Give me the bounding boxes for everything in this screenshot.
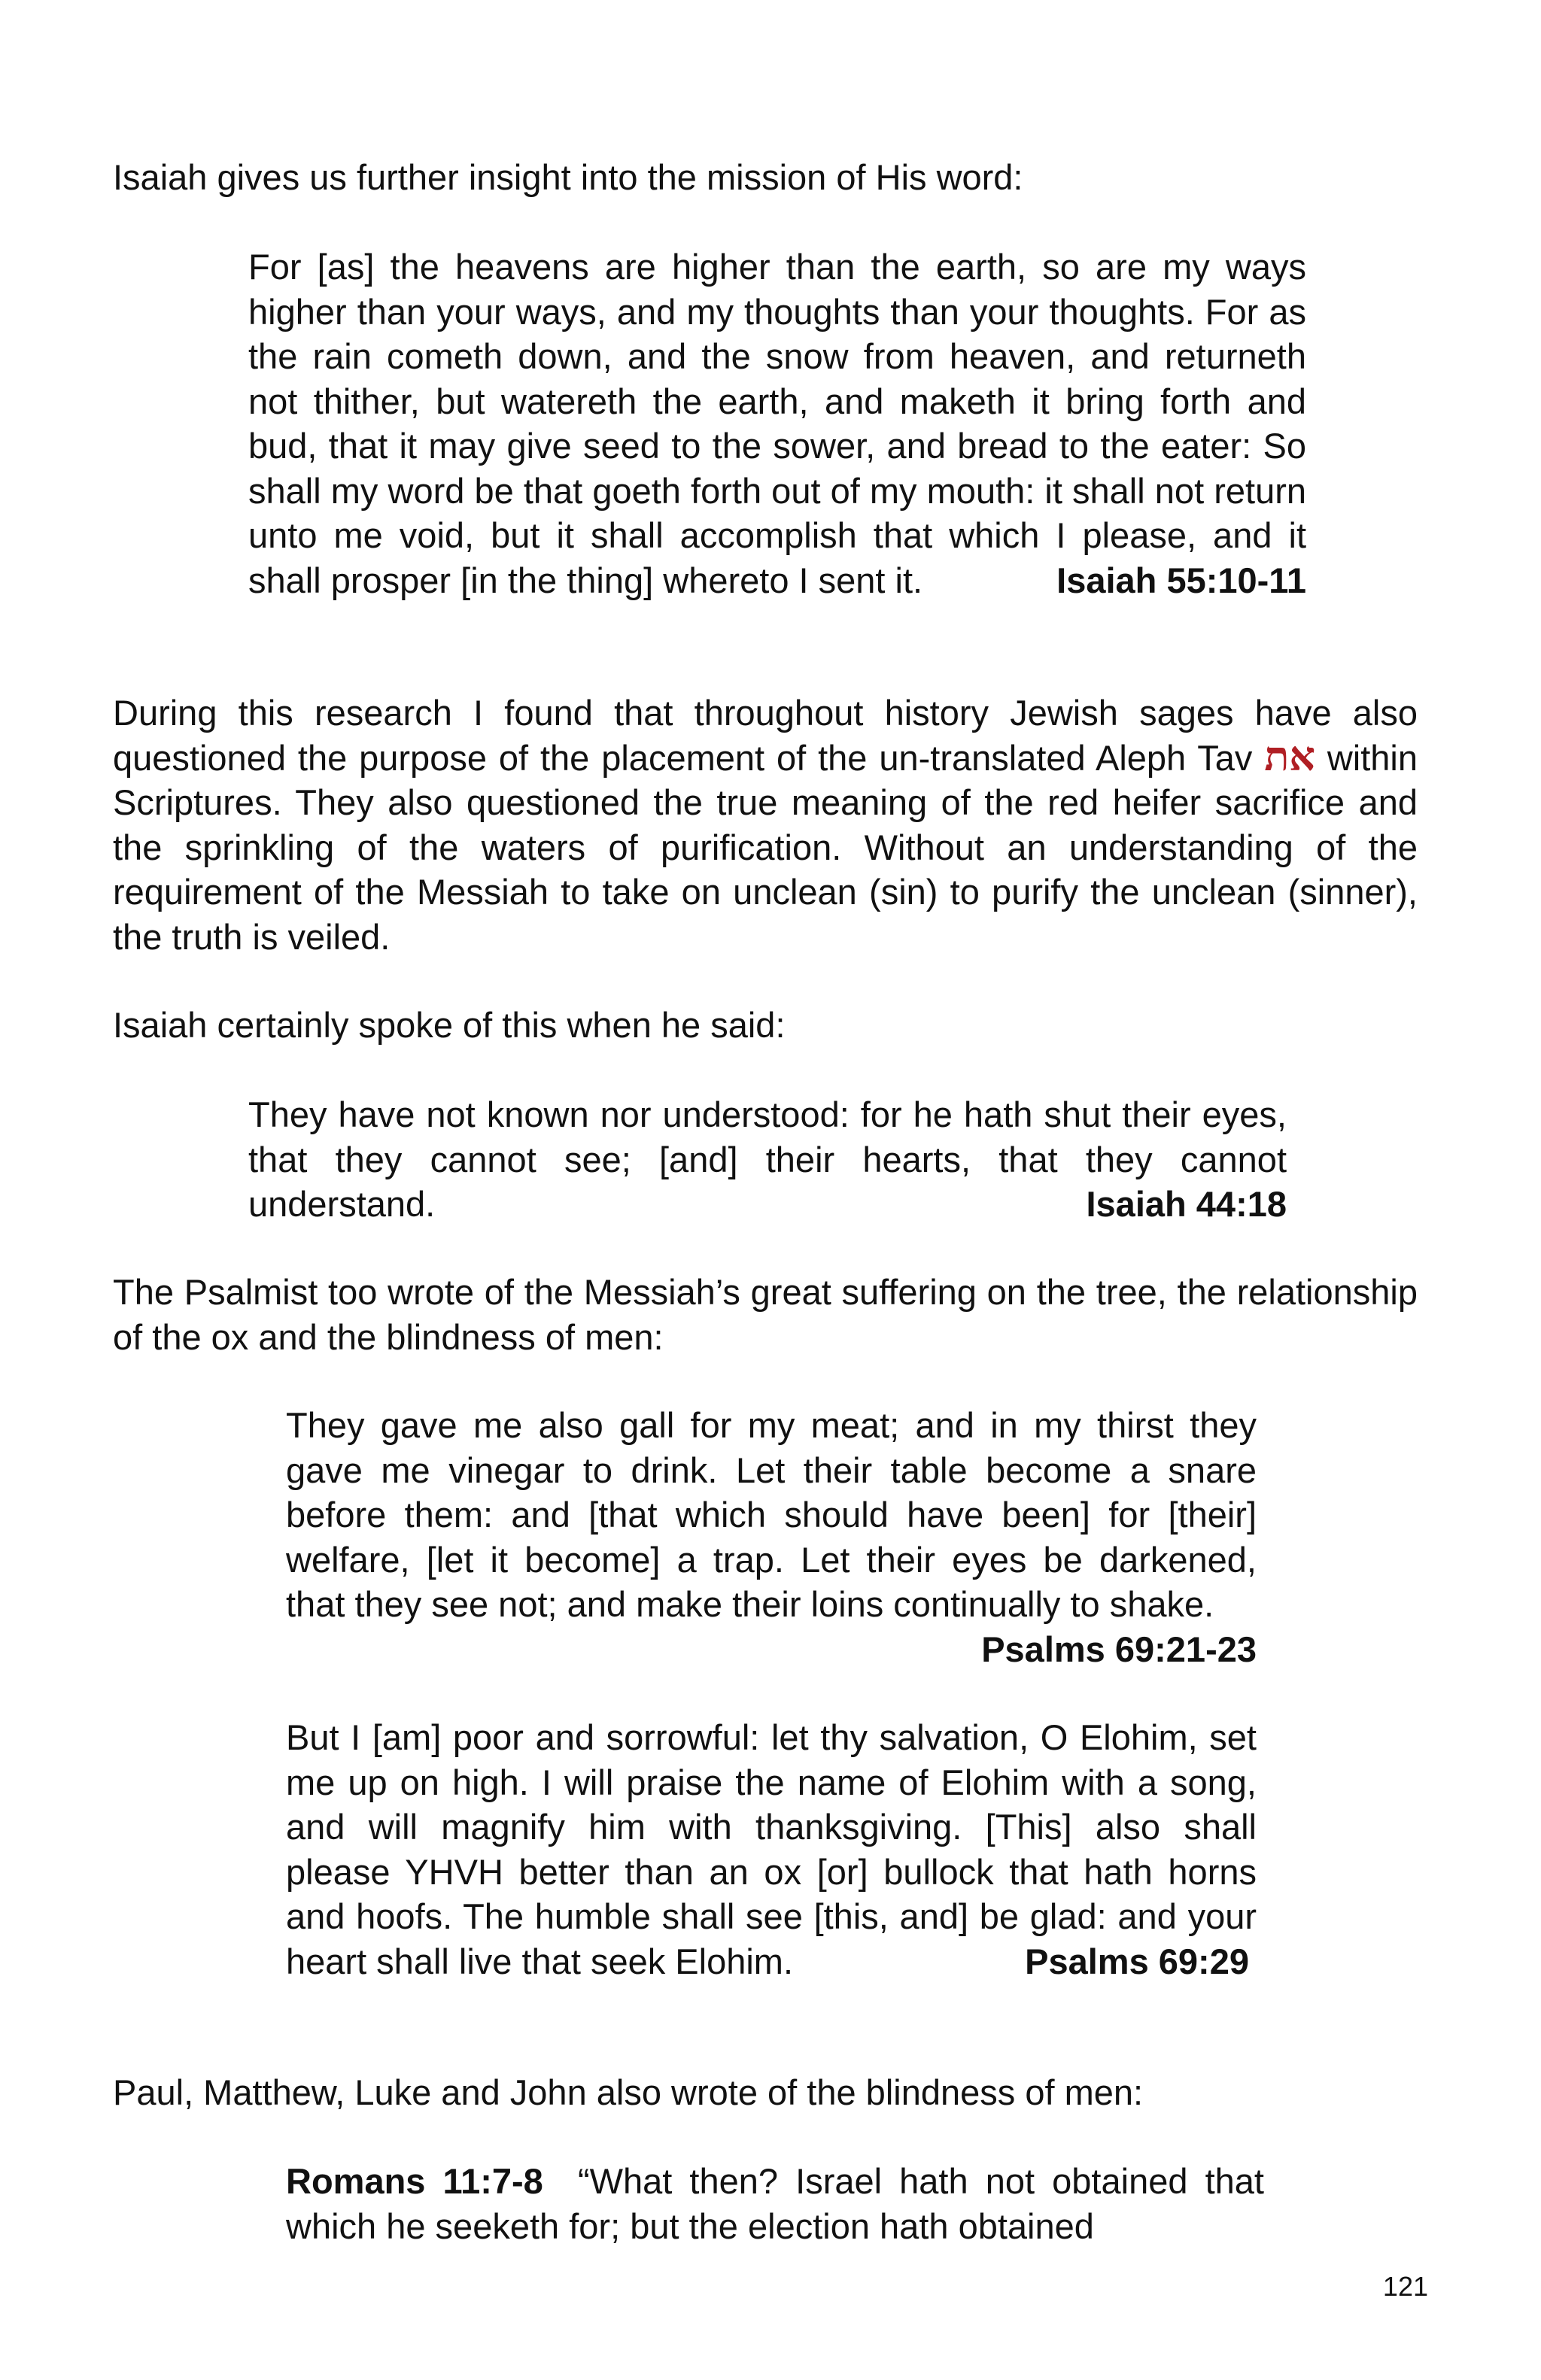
paragraph-text: The Psalmist too wrote of the Messiah’s great suffering on the tree, the relationship of the ox and the blindness of men: <box>113 1272 1418 1357</box>
paragraph-text: Paul, Matthew, Luke and John also wrote of the blindness of men: <box>113 2072 1144 2112</box>
quote-isaiah-55 <box>248 244 1306 603</box>
aleph-tav-glyph: את <box>1264 731 1315 780</box>
quote-isaiah-44 <box>248 1092 1287 1227</box>
quote-text: They gave me also gall for my meat; and in my thirst they gave me vinegar to drink. Let their table become a snare before them: and [that which should have been] for [their] welfare, [let it become] a trap. Let their eyes be darkened, that they see not; and make their loins continually to shake. <box>286 1405 1257 1624</box>
scripture-reference: Isaiah 44:18 <box>1086 1184 1287 1224</box>
paragraph-text: Isaiah certainly spoke of this when he said: <box>113 1005 786 1045</box>
quote-text: “What then? Israel hath not obtained that which he seeketh for; but the election hath obtained <box>286 2161 1264 2246</box>
quote-psalms-69-21 <box>286 1403 1257 1671</box>
scripture-reference: Psalms 69:21-23 <box>981 1629 1257 1669</box>
scripture-reference: Psalms 69:29 <box>1025 1941 1249 1981</box>
quote-text: But I [am] poor and sorrowful: let thy salvation, O Elohim, set me up on high. I will praise the name of Elohim with a song, and will magnify him with thanksgiving. [This] also shall please YHVH better than an ox [or] bullock that hath horns and hoofs. The humble shall see [this, and] be glad: and your heart shall live that seek Elohim. <box>286 1717 1257 1981</box>
paragraph-text-b: within Scriptures. They also questioned the true meaning of the red heifer sacrifice and the sprinkling of the waters of purification. Without an understanding of the requirement of the Messiah to take on unclean (sin) to purify the unclean (sinner), the truth is veiled. <box>113 737 1418 957</box>
quote-romans-11 <box>286 2159 1264 2248</box>
quote-psalms-69-29 <box>286 1715 1257 1984</box>
paragraph-text: Isaiah gives us further insight into the mission of His word: <box>113 157 1023 197</box>
paragraph-isaiah-spoke <box>113 1003 1418 1048</box>
quote-text: For [as] the heavens are higher than the earth, so are my ways higher than your ways, and my thoughts than your thoughts. For as the rain cometh down, and the snow from heaven, and returneth not thither, but watereth the earth, and maketh it bring forth and bud, that it may give seed to the sower, and bread to the eater: So shall my word be that goeth forth out of my mouth: it shall not return unto me void, but it shall accomplish that which I please, and it shall prosper [in the thing] whereto I sent it. <box>248 247 1306 600</box>
scripture-reference: Isaiah 55:10-11 <box>1056 560 1306 600</box>
scripture-reference: Romans 11:7-8 <box>286 2161 543 2201</box>
paragraph-intro-isaiah <box>113 155 1418 200</box>
paragraph-psalmist <box>113 1270 1418 1359</box>
quote-text: They have not known nor understood: for he hath shut their eyes, that they cannot see; [and] their hearts, that they cannot understand. <box>248 1094 1287 1224</box>
paragraph-text-a: During this research I found that throughout history Jewish sages have also questioned the purpose of the placement of the un-translated Aleph Tav <box>113 693 1418 778</box>
paragraph-paul-matthew <box>113 2070 1418 2115</box>
paragraph-research <box>113 691 1418 959</box>
page-number: 121 <box>1382 2271 1428 2302</box>
